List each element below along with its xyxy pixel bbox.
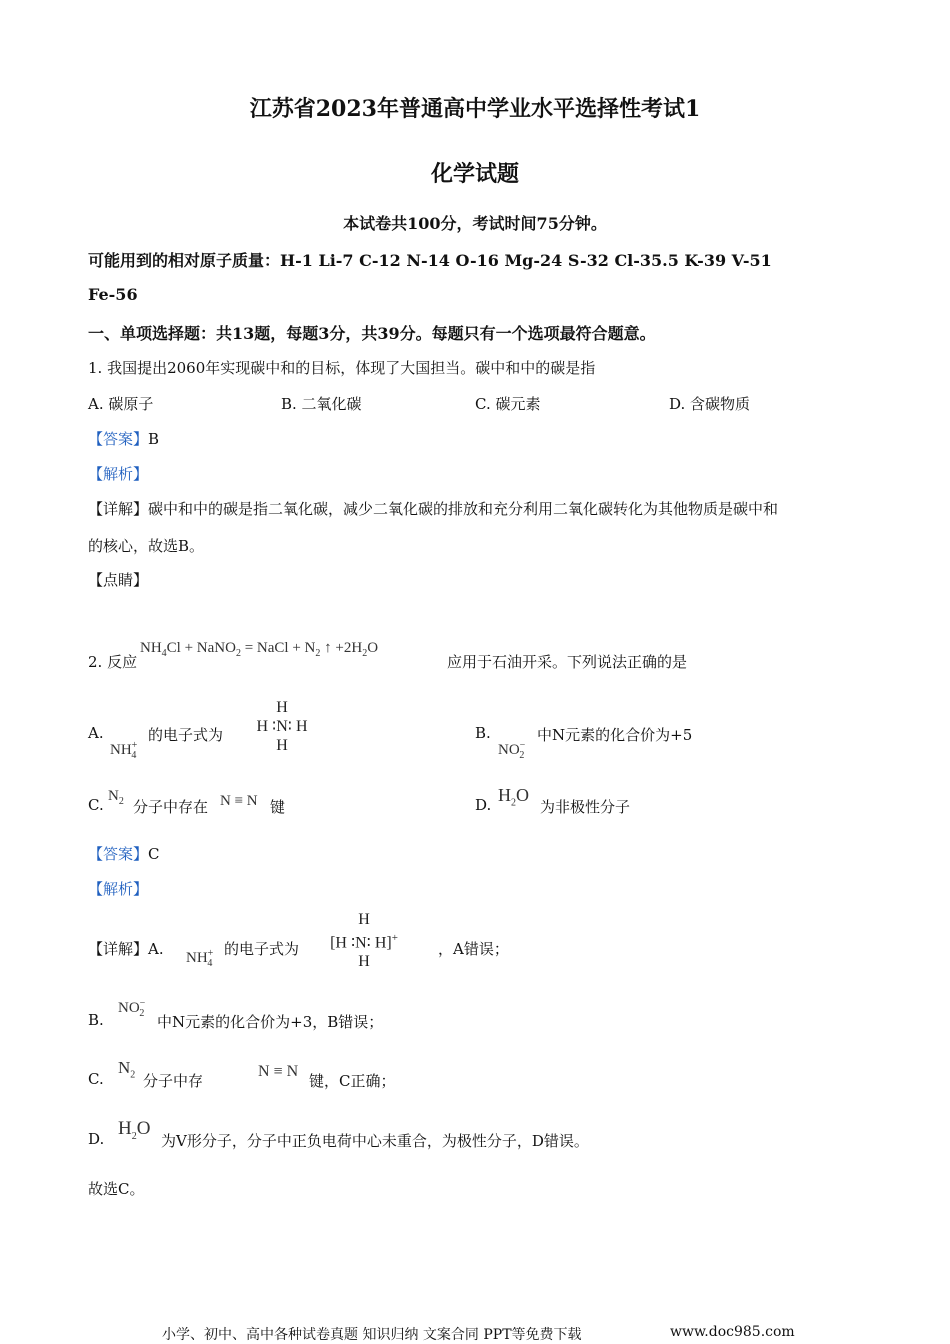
q2-analysis-tag: 【解析】 [88, 880, 149, 898]
q2-detail-a-end: ，A错误； [438, 940, 509, 958]
footer-url[interactable]: www.doc985.com [670, 1324, 795, 1340]
q2-detail-b-label: B. [88, 1011, 104, 1029]
answer-tag: 【答案】 [88, 845, 149, 863]
q2-reaction-equation: $NH_4Cl$ + NaNO$_2$ = NaCl + $N_2$ ↑ $+2H_2O$ [140, 640, 379, 659]
q1-detail-text: 碳中和中的碳是指二氧化碳，减少二氧化碳的排放和充分利用二氧化碳转化为其他物质是碳中和 [148, 500, 779, 518]
q1-analysis-tag: 【解析】 [88, 465, 149, 483]
q2-detail-d-molecule: $H_2O$ [118, 1118, 151, 1142]
q1-answer-value: B [148, 430, 160, 448]
q2-optC-end: 键 [270, 798, 286, 816]
q2-optC-mid: 分子中存在 [133, 798, 209, 816]
atomic-masses-line2: Fe-56 [88, 285, 138, 304]
detail-tag: 【详解】 [88, 940, 149, 958]
q2-detail-b-text: 中N元素的化合价为+3，B错误； [157, 1013, 384, 1031]
q2-detail-a-ion: $NH^+_4$ [186, 948, 214, 969]
q2-detail-a-lewis-structure: H [H ∶N∶ H]+ H [330, 911, 398, 971]
q1-answer [88, 428, 159, 449]
q2-detail-a-text: 的电子式为 [224, 940, 300, 958]
q2-answer-value: C [148, 845, 160, 863]
q2-optC-triple-bond: N ≡ N [220, 793, 258, 809]
page-subtitle: 化学试题 [430, 161, 519, 187]
q2-answer [88, 843, 160, 864]
q2-detail-c-triple-bond: N ≡ N [258, 1063, 299, 1080]
q2-optA-ion: $NH^+_4$ [110, 740, 138, 761]
atomic-masses-line1: 可能用到的相对原子质量：H-1 Li-7 C-12 N-14 O-16 Mg-24 S-32 Cl-35.5 K-39 V-51 [88, 251, 772, 270]
q2-optB-ion: $NO^-_2$ [498, 740, 526, 761]
footer-text: 小学、初中、高中各种试卷真题 知识归纳 文案合同 PPT等免费下载 [162, 1327, 582, 1343]
q2-detail-a [88, 938, 164, 959]
q2-detail-d-text: 为V形分子，分子中正负电荷中心未重合，为极性分子，D错误。 [161, 1132, 589, 1150]
q2-stem-prefix: 2. 反应 [88, 653, 138, 671]
q2-conclusion: 故选C。 [88, 1180, 145, 1198]
q2-optD-label: D. [475, 796, 492, 814]
q1-detail-line2: 的核心，故选B。 [88, 537, 205, 555]
q2-detail-b-ion: $NO^-_2$ [118, 998, 146, 1019]
q2-detail-c-label: C. [88, 1070, 104, 1088]
q2-detail-c-molecule: $N_2$ [118, 1058, 136, 1081]
q1-stem: 1. 我国提出2060年实现碳中和的目标，体现了大国担当。碳中和中的碳是指 [88, 359, 596, 377]
detail-tag: 【详解】 [88, 500, 149, 518]
section-heading: 一、单项选择题：共13题，每题3分，共39分。每题只有一个选项最符合题意。 [88, 324, 656, 343]
q1-option-d: D. 含碳物质 [669, 395, 751, 413]
q1-option-a: A. 碳原子 [88, 395, 154, 413]
q2-optA-lewis-structure: H H ∶N∶ H H [256, 699, 308, 754]
q2-optD-text: 为非极性分子 [540, 798, 631, 816]
q2-optD-molecule: $H_2O$ [498, 785, 529, 809]
page-title: 江苏省2023年普通高中学业水平选择性考试1 [249, 96, 701, 122]
q2-optA-text: 的电子式为 [148, 726, 224, 744]
q1-option-c: C. 碳元素 [475, 395, 541, 413]
q2-optC-molecule: $N_2$ [108, 788, 124, 807]
q2-optB-label: B. [475, 724, 491, 742]
exam-info: 本试卷共100分，考试时间75分钟。 [343, 214, 607, 233]
q1-detail-line1 [88, 498, 778, 519]
q1-option-b: B. 二氧化碳 [281, 395, 362, 413]
answer-tag: 【答案】 [88, 430, 149, 448]
q2-stem-suffix: 应用于石油开采。下列说法正确的是 [447, 653, 688, 671]
q2-optB-text: 中N元素的化合价为+5 [537, 726, 693, 744]
q2-optC-label: C. [88, 796, 104, 814]
q2-detail-c-end: 键，C正确； [309, 1072, 396, 1090]
q2-detail-c-mid: 分子中存 [143, 1072, 204, 1090]
q1-comment-tag: 【点睛】 [88, 571, 149, 589]
q2-detail-a-label: A. [148, 940, 164, 958]
q2-detail-d-label: D. [88, 1130, 105, 1148]
q2-optA-label: A. [88, 724, 104, 742]
